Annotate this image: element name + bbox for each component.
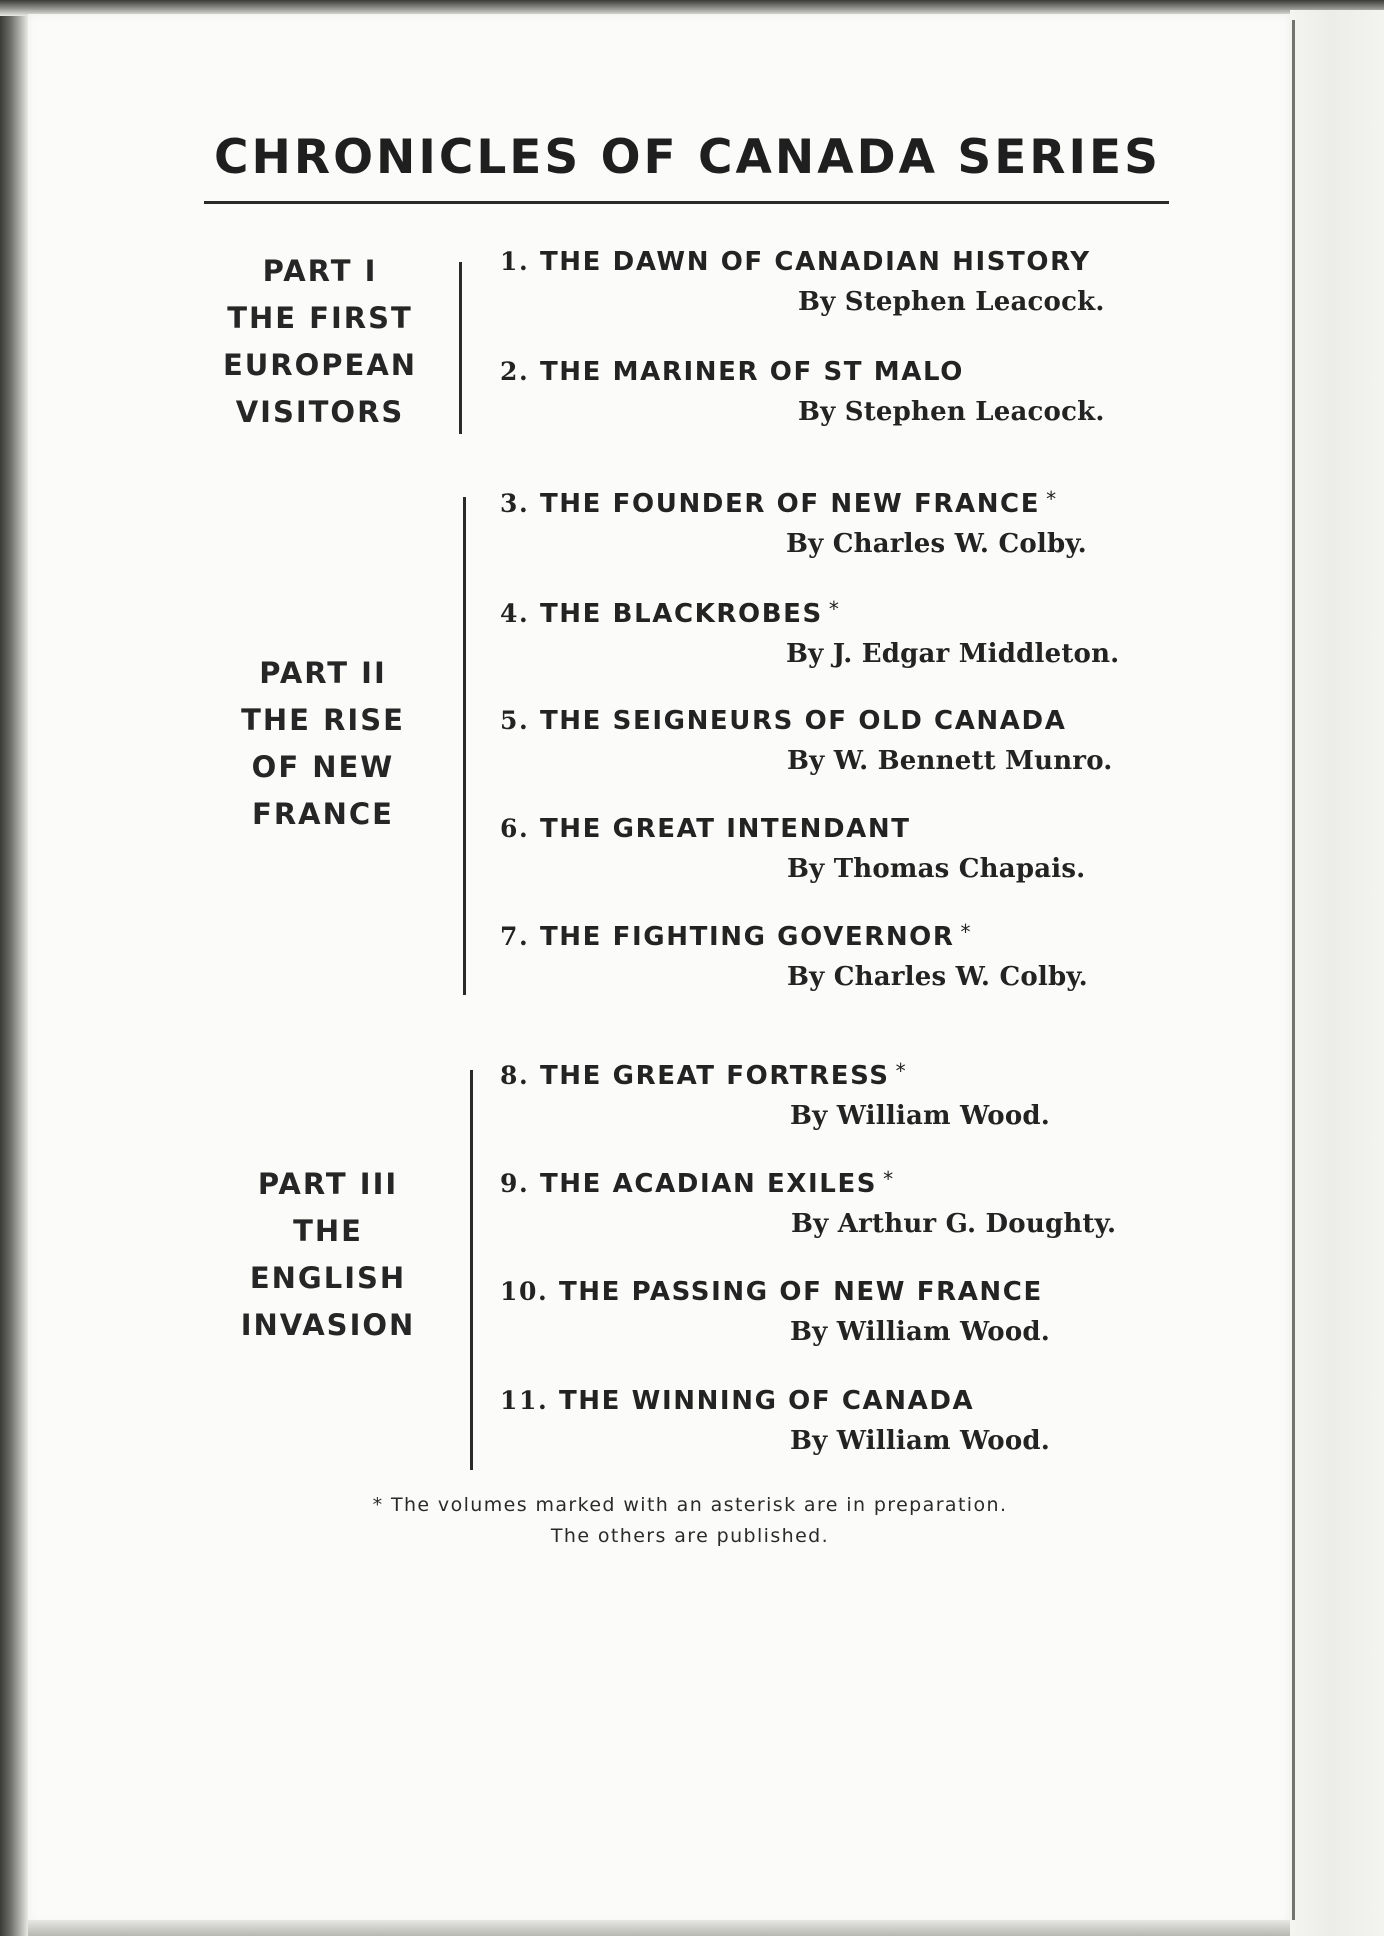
part-name-line: OF NEW bbox=[251, 750, 395, 784]
volume-title-row bbox=[500, 1059, 1160, 1091]
part-label bbox=[203, 650, 443, 838]
part-name-line: INVASION bbox=[240, 1308, 416, 1342]
footnote-line: The others are published. bbox=[550, 1525, 830, 1547]
volume-entry bbox=[500, 812, 1160, 884]
volume-entry bbox=[500, 1384, 1160, 1456]
volume-number: 2. bbox=[500, 357, 530, 386]
volume-number: 4. bbox=[500, 599, 530, 628]
volume-author: By William Wood. bbox=[790, 1101, 1050, 1131]
volume-title-row bbox=[500, 1384, 1160, 1416]
volume-title-row bbox=[500, 245, 1160, 277]
part-divider-line bbox=[463, 497, 466, 995]
volume-author: By Stephen Leacock. bbox=[798, 397, 1105, 427]
volume-author: By Charles W. Colby. bbox=[786, 529, 1087, 559]
volume-title-row bbox=[500, 487, 1160, 519]
part-number: PART I bbox=[262, 254, 378, 288]
volume-number: 7. bbox=[500, 922, 530, 951]
volume-author: By J. Edgar Middleton. bbox=[786, 639, 1120, 669]
volume-entry bbox=[500, 1275, 1160, 1347]
volume-entry bbox=[500, 1167, 1160, 1239]
volume-title: THE FIGHTING GOVERNOR bbox=[539, 922, 955, 952]
volume-title: THE GREAT FORTRESS bbox=[539, 1061, 890, 1091]
book-spine bbox=[1290, 10, 1384, 1936]
part-number: PART II bbox=[259, 656, 387, 690]
volume-title: THE WINNING OF CANADA bbox=[558, 1386, 975, 1416]
part-name-line: EUROPEAN bbox=[222, 348, 418, 382]
volume-title: THE PASSING OF NEW FRANCE bbox=[558, 1277, 1043, 1307]
volume-title: THE SEIGNEURS OF OLD CANADA bbox=[539, 706, 1067, 736]
part-name-line: VISITORS bbox=[235, 395, 405, 429]
volume-number: 3. bbox=[500, 489, 530, 518]
volume-entry bbox=[500, 597, 1160, 669]
volume-author: By William Wood. bbox=[790, 1426, 1050, 1456]
volume-author: By Thomas Chapais. bbox=[787, 854, 1086, 884]
volume-title: THE DAWN OF CANADIAN HISTORY bbox=[539, 247, 1091, 277]
volume-title-row bbox=[500, 597, 1160, 629]
part-name-line: THE RISE bbox=[241, 703, 405, 737]
spine-crease bbox=[1292, 20, 1295, 1920]
asterisk-mark: * bbox=[960, 920, 973, 944]
part-label bbox=[200, 248, 440, 436]
series-title: CHRONICLES OF CANADA SERIES bbox=[214, 130, 1161, 185]
asterisk-mark: * bbox=[1046, 487, 1058, 511]
volume-title-row bbox=[500, 1275, 1160, 1307]
volume-title: THE FOUNDER OF NEW FRANCE bbox=[539, 489, 1041, 519]
volume-title-row bbox=[500, 704, 1160, 736]
volume-entry bbox=[500, 704, 1160, 776]
volume-number: 8. bbox=[500, 1061, 530, 1090]
part-name-line: THE FIRST bbox=[227, 301, 413, 335]
volume-number: 10. bbox=[500, 1277, 549, 1306]
volume-title: THE GREAT INTENDANT bbox=[539, 814, 911, 844]
part-number: PART III bbox=[257, 1167, 399, 1201]
volume-entry bbox=[500, 355, 1160, 427]
volume-number: 1. bbox=[500, 247, 530, 276]
volume-title: THE BLACKROBES bbox=[539, 599, 823, 629]
footnote-line: * The volumes marked with an asterisk are in preparation. bbox=[372, 1494, 1008, 1516]
part-label bbox=[208, 1161, 448, 1349]
part-name-line: FRANCE bbox=[252, 797, 394, 831]
volume-number: 5. bbox=[500, 706, 530, 735]
volume-entry bbox=[500, 920, 1160, 992]
asterisk-mark: * bbox=[895, 1059, 908, 1083]
volume-author: By Charles W. Colby. bbox=[787, 962, 1088, 992]
scan-edge-left bbox=[0, 0, 28, 1936]
asterisk-mark: * bbox=[883, 1167, 895, 1191]
part-name-line: THE bbox=[293, 1214, 363, 1248]
volume-number: 9. bbox=[500, 1169, 530, 1198]
asterisk-mark: * bbox=[828, 597, 841, 621]
volume-title-row bbox=[500, 812, 1160, 844]
volume-title-row bbox=[500, 355, 1160, 387]
volume-number: 6. bbox=[500, 814, 530, 843]
page-bottom-edge bbox=[28, 1920, 1290, 1936]
title-rule bbox=[204, 201, 1169, 204]
volume-title: THE MARINER OF ST MALO bbox=[539, 357, 964, 387]
part-divider-line bbox=[459, 262, 462, 434]
part-name-line: ENGLISH bbox=[249, 1261, 407, 1295]
volume-entry bbox=[500, 487, 1160, 559]
footnote bbox=[230, 1490, 1150, 1552]
part-divider-line bbox=[470, 1070, 473, 1470]
volume-entry bbox=[500, 1059, 1160, 1131]
volume-title-row bbox=[500, 920, 1160, 952]
volume-number: 11. bbox=[500, 1386, 549, 1415]
volume-author: By Arthur G. Doughty. bbox=[791, 1209, 1117, 1239]
volume-entry bbox=[500, 245, 1160, 317]
volume-author: By Stephen Leacock. bbox=[798, 287, 1105, 317]
volume-author: By W. Bennett Munro. bbox=[787, 746, 1113, 776]
volume-title-row bbox=[500, 1167, 1160, 1199]
volume-title: THE ACADIAN EXILES bbox=[539, 1169, 878, 1199]
volume-author: By William Wood. bbox=[790, 1317, 1050, 1347]
